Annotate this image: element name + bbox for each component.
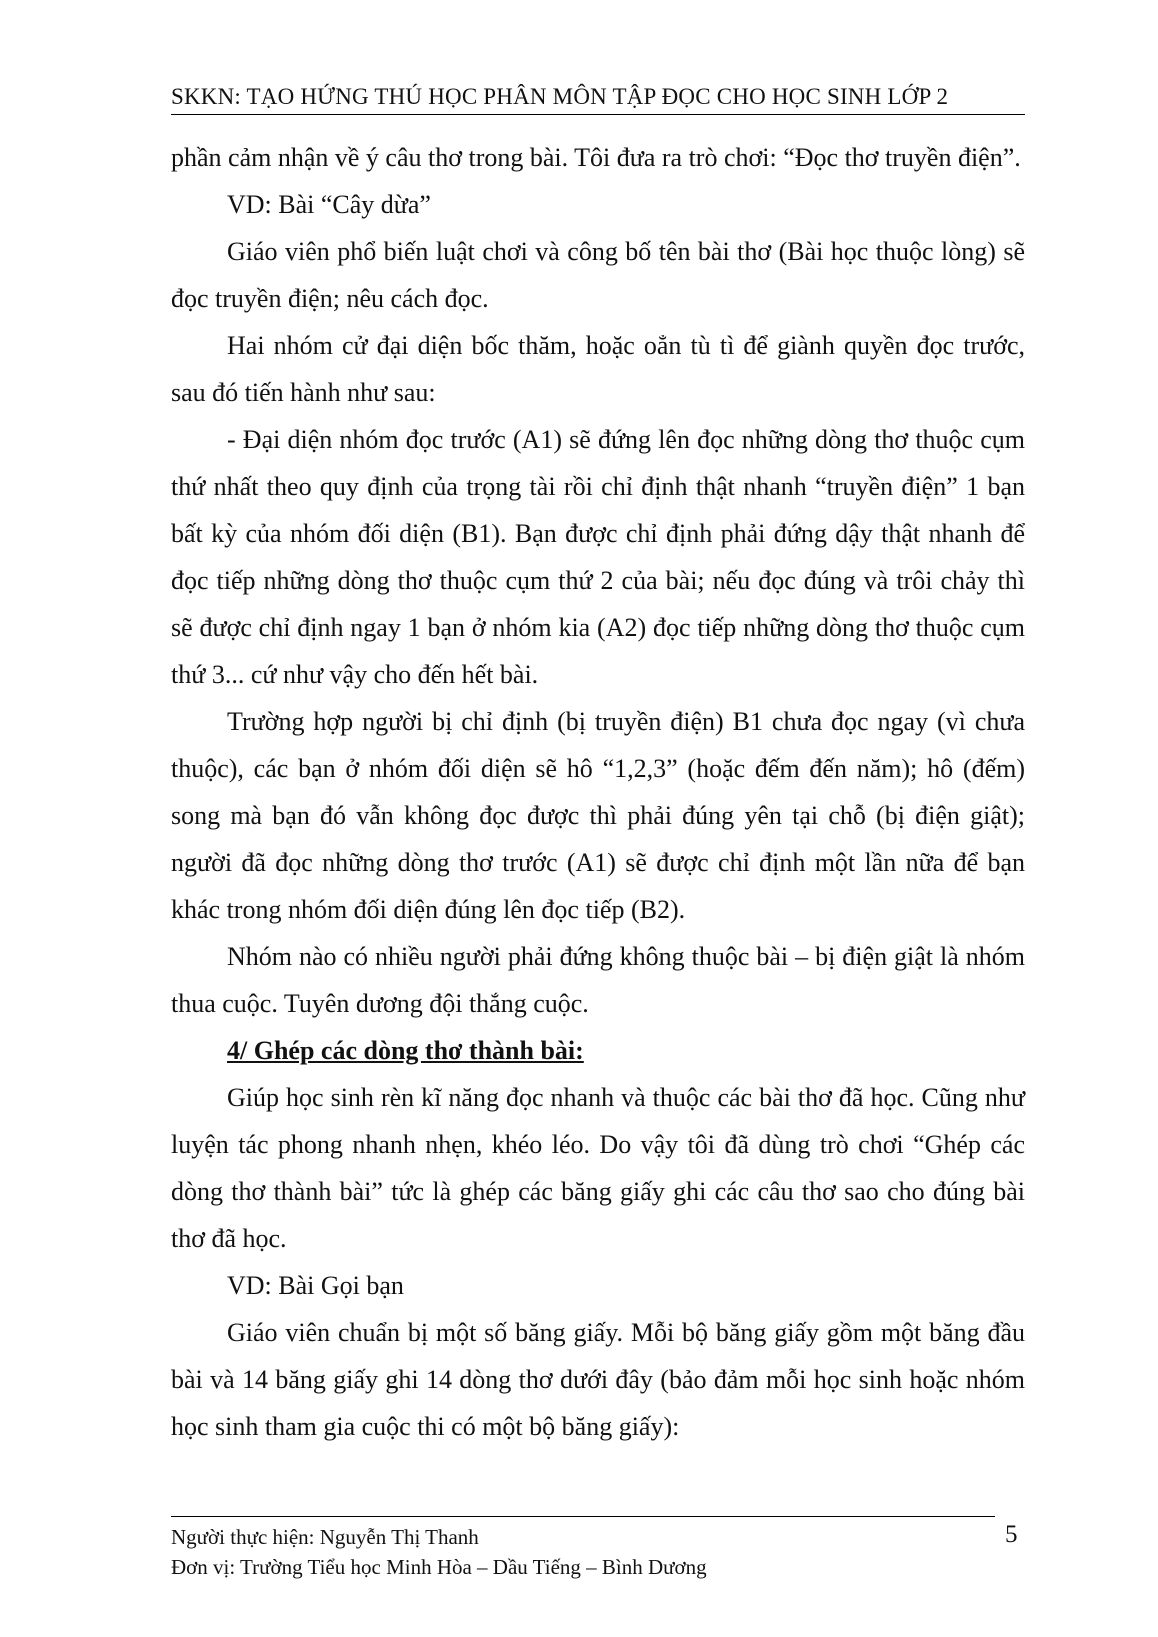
- body-paragraph: Giáo viên chuẩn bị một số băng giấy. Mỗi bộ băng giấy gồm một băng đầu bài và 14 băng giấy ghi 14 dòng thơ dưới đây (bảo đảm mỗi học sinh hoặc nhóm học sinh tham gia cuộc thi có một bộ băng giấy):: [171, 1318, 1025, 1441]
- body-paragraph: phần cảm nhận về ý câu thơ trong bài. Tôi đưa ra trò chơi: “Đọc thơ truyền điện”.: [171, 143, 1021, 172]
- body-paragraph: - Đại diện nhóm đọc trước (A1) sẽ đứng lên đọc những dòng thơ thuộc cụm thứ nhất theo quy định của trọng tài rồi chỉ định thật nhanh “truyền điện” 1 bạn bất kỳ của nhóm đối diện (B1). Bạn được chỉ định phải đứng dậy thật nhanh để đọc tiếp những dòng thơ thuộc cụm thứ 2 của bài; nếu đọc đúng và trôi chảy thì sẽ được chỉ định ngay 1 bạn ở nhóm kia (A2) đọc tiếp những dòng thơ thuộc cụm thứ 3... cứ như vậy cho đến hết bài.: [171, 425, 1025, 689]
- body-paragraph: Nhóm nào có nhiều người phải đứng không thuộc bài – bị điện giật là nhóm thua cuộc. Tuyên dương đội thắng cuộc.: [171, 942, 1025, 1018]
- page-number: 5: [1005, 1521, 1018, 1548]
- example-line: VD: Bài “Cây dừa”: [227, 190, 431, 219]
- body-paragraph: Giúp học sinh rèn kĩ năng đọc nhanh và thuộc các bài thơ đã học. Cũng như luyện tác phong nhanh nhẹn, khéo léo. Do vậy tôi đã dùng trò chơi “Ghép các dòng thơ thành bài” tức là ghép các băng giấy ghi các câu thơ sao cho đúng bài thơ đã học.: [171, 1083, 1025, 1253]
- section-heading: [171, 1027, 1025, 1074]
- footer-divider: [171, 1516, 995, 1517]
- body-paragraph: Giáo viên phổ biến luật chơi và công bố tên bài thơ (Bài học thuộc lòng) sẽ đọc truyền điện; nêu cách đọc.: [171, 237, 1025, 313]
- footer-author: Người thực hiện: Nguyễn Thị Thanh: [171, 1525, 479, 1549]
- page-footer: [171, 1522, 1025, 1582]
- body-paragraph: Trường hợp người bị chỉ định (bị truyền điện) B1 chưa đọc ngay (vì chưa thuộc), các bạn ở nhóm đối diện sẽ hô “1,2,3” (hoặc đếm đến năm); hô (đếm) song mà bạn đó vẫn không đọc được thì phải đúng yên tại chỗ (bị điện giật); người đã đọc những dòng thơ trước (A1) sẽ được chỉ định một lần nữa để bạn khác trong nhóm đối diện đúng lên đọc tiếp (B2).: [171, 707, 1025, 924]
- body-paragraph: Hai nhóm cử đại diện bốc thăm, hoặc oẳn tù tì để giành quyền đọc trước, sau đó tiến hành như sau:: [171, 331, 1025, 407]
- example-line: VD: Bài Gọi bạn: [227, 1271, 404, 1300]
- page-body: [171, 134, 1025, 1450]
- section-heading-text: 4/ Ghép các dòng thơ thành bài:: [227, 1036, 584, 1065]
- running-header: SKKN: TẠO HỨNG THÚ HỌC PHÂN MÔN TẬP ĐỌC CHO HỌC SINH LỚP 2: [171, 82, 1025, 115]
- footer-unit: Đơn vị: Trường Tiểu học Minh Hòa – Dầu Tiếng – Bình Dương: [171, 1555, 707, 1579]
